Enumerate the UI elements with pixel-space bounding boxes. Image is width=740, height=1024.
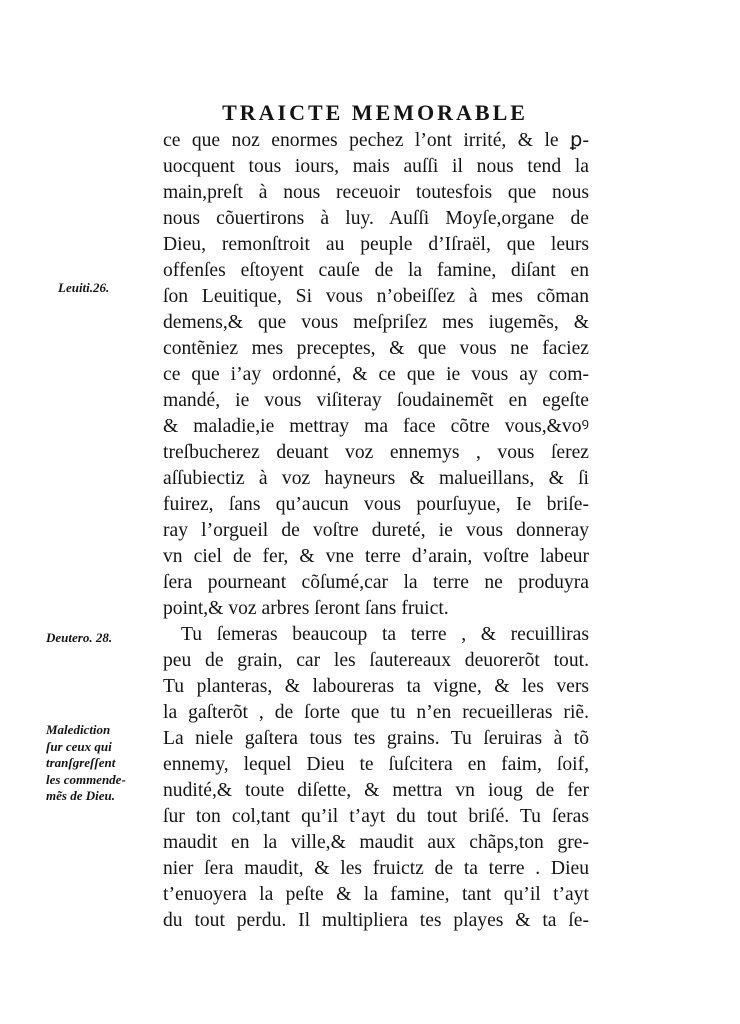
text-line: Tu planteras, & laboureras ta vigne, & les vers xyxy=(163,676,589,697)
text-line: offenſes eſtoyent cauſe de la famine, diſant en xyxy=(163,260,589,281)
text-line: fuirez, ſans qu’aucun vous pourſuyue, Ie briſe- xyxy=(163,494,589,515)
text-line: ce que noz enormes pechez l’ont irrité, & le ꝑ- xyxy=(163,130,589,151)
text-line: vn ciel de fer, & vne terre d’arain, voſtre labeur xyxy=(163,546,589,567)
text-line: treſbucherez deuant voz ennemys , vous ſerez xyxy=(163,442,589,463)
running-title: TRAICTE MEMORABLE xyxy=(222,100,528,125)
text-line: & maladie,ie mettray ma face cõtre vous,&voꝰ xyxy=(163,416,589,437)
text-line: nier ſera maudit, & les fruictz de ta terre . Dieu xyxy=(163,858,589,879)
text-line: ſon Leuitique, Si vous n’obeiſſez à mes cõman xyxy=(163,286,589,307)
text-line: demens,& que vous meſpriſez mes iugemẽs, & xyxy=(163,312,589,333)
margin-note-line: mẽs de Dieu. xyxy=(46,788,115,803)
text-line: nudité,& toute diſette, & mettra vn ioug de fer xyxy=(163,780,589,801)
margin-note-leviticus: Leuiti.26. xyxy=(58,280,110,295)
text-line: du tout perdu. Il multipliera tes playes & ta ſe- xyxy=(163,910,589,931)
text-line: Tu ſemeras beaucoup ta terre , & recuilliras xyxy=(181,624,589,645)
text-line: uocquent tous iours, mais auſſi il nous tend la xyxy=(163,156,589,177)
margin-note-line: tranſgreſſent xyxy=(46,755,116,770)
text-line: t’enuoyera la peſte & la famine, tant qu’il t’ayt xyxy=(163,884,589,905)
text-line: aſſubiectiz à voz hayneurs & malueillans, & ſi xyxy=(163,468,589,489)
text-line: peu de grain, car les ſautereaux deuorerõt tout. xyxy=(163,650,589,671)
margin-note-line: ſur ceux qui xyxy=(46,738,112,754)
text-line: maudit en la ville,& maudit aux chãps,ton gre- xyxy=(163,832,589,853)
text-line: ce que i’ay ordonné, & ce que ie vous ay com- xyxy=(163,364,589,385)
margin-note-malediction xyxy=(46,722,126,805)
text-line: ſera pourneant cõſumé,car la terre ne produyra xyxy=(163,572,589,593)
text-line: main,preſt à nous receuoir toutesfois que nous xyxy=(163,182,589,203)
text-line: point,& voz arbres ſeront ſans fruict. xyxy=(163,598,449,619)
text-line: ennemy, lequel Dieu te ſuſcitera en faim, ſoif, xyxy=(163,754,589,775)
text-line: contẽniez mes preceptes, & que vous ne faciez xyxy=(163,338,589,359)
text-line: la gaſterõt , de ſorte que tu n’en recueilleras riẽ. xyxy=(163,702,589,723)
text-line: nous cõuertirons à luy. Auſſi Moyſe,organe de xyxy=(163,208,589,229)
margin-note-deuteronomy: Deutero. 28. xyxy=(46,630,113,645)
margin-note-line: les commende- xyxy=(46,771,126,787)
margin-note-line: Malediction xyxy=(46,722,111,737)
text-line: mandé, ie vous viſiteray ſoudainemẽt en egeſte xyxy=(163,390,589,411)
text-line: ſur ton col,tant qu’il t’ayt du tout briſé. Tu ſeras xyxy=(163,806,589,827)
text-line: ray l’orgueil de voſtre dureté, ie vous donneray xyxy=(163,520,589,541)
body-text xyxy=(163,128,589,934)
text-line: La niele gaſtera tous tes grains. Tu ſeruiras à tõ xyxy=(163,728,589,749)
text-line: Dieu, remonſtroit au peuple d’Iſraël, que leurs xyxy=(163,234,589,255)
